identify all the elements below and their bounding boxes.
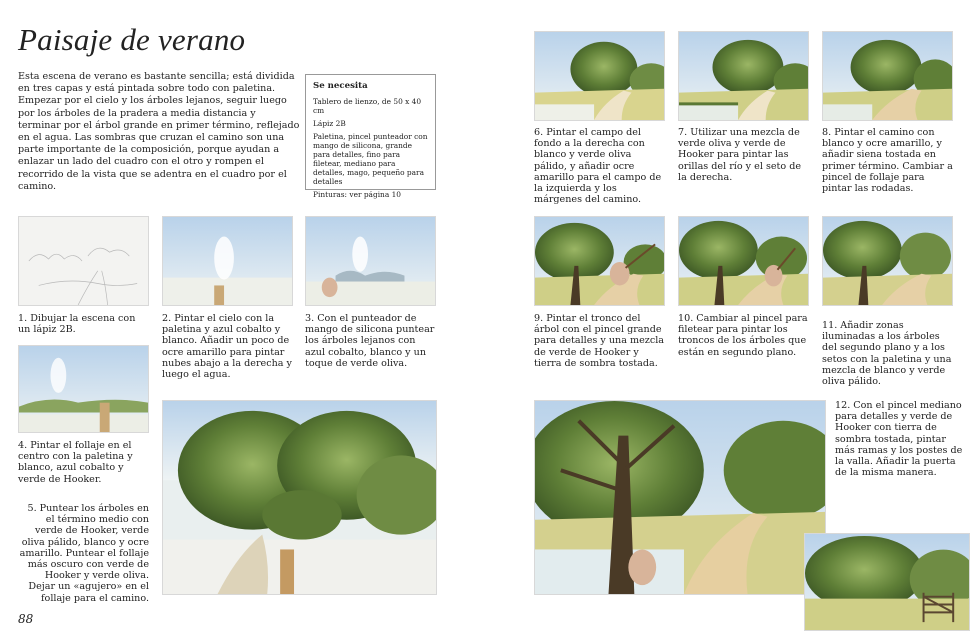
step-4-caption: 4. Pintar el follaje en el centro con la paletina y blanco, azul cobalto y verde de Hooker. <box>18 440 133 485</box>
step-1-photo <box>18 216 149 306</box>
step-6-photo <box>534 31 665 121</box>
step-1-caption: 1. Dibujar la escena con un lápiz 2B. <box>18 313 136 336</box>
step-12-photo <box>534 400 826 595</box>
materials-pencil: Lápiz 2B <box>313 119 346 128</box>
step-6-caption: 6. Pintar el campo del fondo a la derecha con blanco y verde oliva pálido, y añadir ocre amarillo para el campo de la izquierda y los márgenes del camino. <box>534 127 662 206</box>
page-title: Paisaje de verano <box>18 22 246 57</box>
gate-detail-photo <box>804 533 970 631</box>
step-11-photo <box>822 216 953 306</box>
step-3-caption: 3. Con el punteador de mango de silicona puntear los árboles lejanos con azul cobalto, blanco y un toque de verde oliva. <box>305 313 435 369</box>
step-10-caption: 10. Cambiar al pincel para filetear para pintar los troncos de los árboles que están en segundo plano. <box>678 313 808 358</box>
step-8-photo <box>822 31 953 121</box>
step-8-caption: 8. Pintar el camino con blanco y ocre amarillo, y añadir siena tostada en primer término. Cambiar a pincel de follaje para pintar las rodadas. <box>822 127 953 195</box>
step-9-photo <box>534 216 665 306</box>
step-12-caption: 12. Con el pincel mediano para detalles y verde de Hooker con tierra de sombra tostada, pintar más ramas y los postes de la valla. Añadir la puerta de la misma manera. <box>835 400 963 479</box>
materials-brushes: Paletina, pincel punteador con mango de silicona, grande para detalles, fino para filetear, mediano para detalles, mago, pequeño para detalles <box>313 132 428 186</box>
step-2-caption: 2. Pintar el cielo con la paletina y azul cobalto y blanco. Añadir un poco de ocre amarillo para pintar nubes abajo a la derecha y luego el agua. <box>162 313 292 381</box>
step-4-photo <box>18 345 149 433</box>
step-10-photo <box>678 216 809 306</box>
materials-paints: Pinturas: ver página 10 <box>313 190 401 199</box>
step-2-photo <box>162 216 293 306</box>
intro-paragraph: Esta escena de verano es bastante sencilla; está dividida en tres capas y está pintada sobre todo con paletina. Empezar por el cielo y los árboles lejanos, seguir luego por los árboles de la pradera a media distancia y terminar por el árbol grande en primer término, reflejado en el agua. Las sombras que cruzan el camino son una parte importante de la composición, porque ayudan a enlazar un lado del cuadro con el otro y rompen el recorrido de la vista que se adentra en el cuadro por el camino. <box>18 71 300 192</box>
step-7-caption: 7. Utilizar una mezcla de verde oliva y verde de Hooker para pintar las orillas del río y el seto de la derecha. <box>678 127 802 183</box>
page-number: 88 <box>18 612 34 626</box>
step-5-photo <box>162 400 437 595</box>
step-5-caption: 5. Puntear los árboles en el término medio con verde de Hooker, verde oliva pálido, blanco y ocre amarillo. Puntear el follaje más oscuro con verde de Hooker y verde oliva. Dejar un «agujero» en el follaje para el camino. <box>19 503 149 604</box>
materials-heading: Se necesita <box>313 81 368 91</box>
step-7-photo <box>678 31 809 121</box>
step-9-caption: 9. Pintar el tronco del árbol con el pincel grande para detalles y una mezcla de verde de Hooker y tierra de sombra tostada. <box>534 313 664 369</box>
materials-board: Tablero de lienzo, de 50 x 40 cm <box>313 97 422 115</box>
step-11-caption: 11. Añadir zonas iluminadas a los árboles del segundo plano y a los setos con la paletina y una mezcla de blanco y verde oliva pálido. <box>822 320 952 388</box>
materials-box <box>305 74 436 199</box>
step-3-photo <box>305 216 436 306</box>
